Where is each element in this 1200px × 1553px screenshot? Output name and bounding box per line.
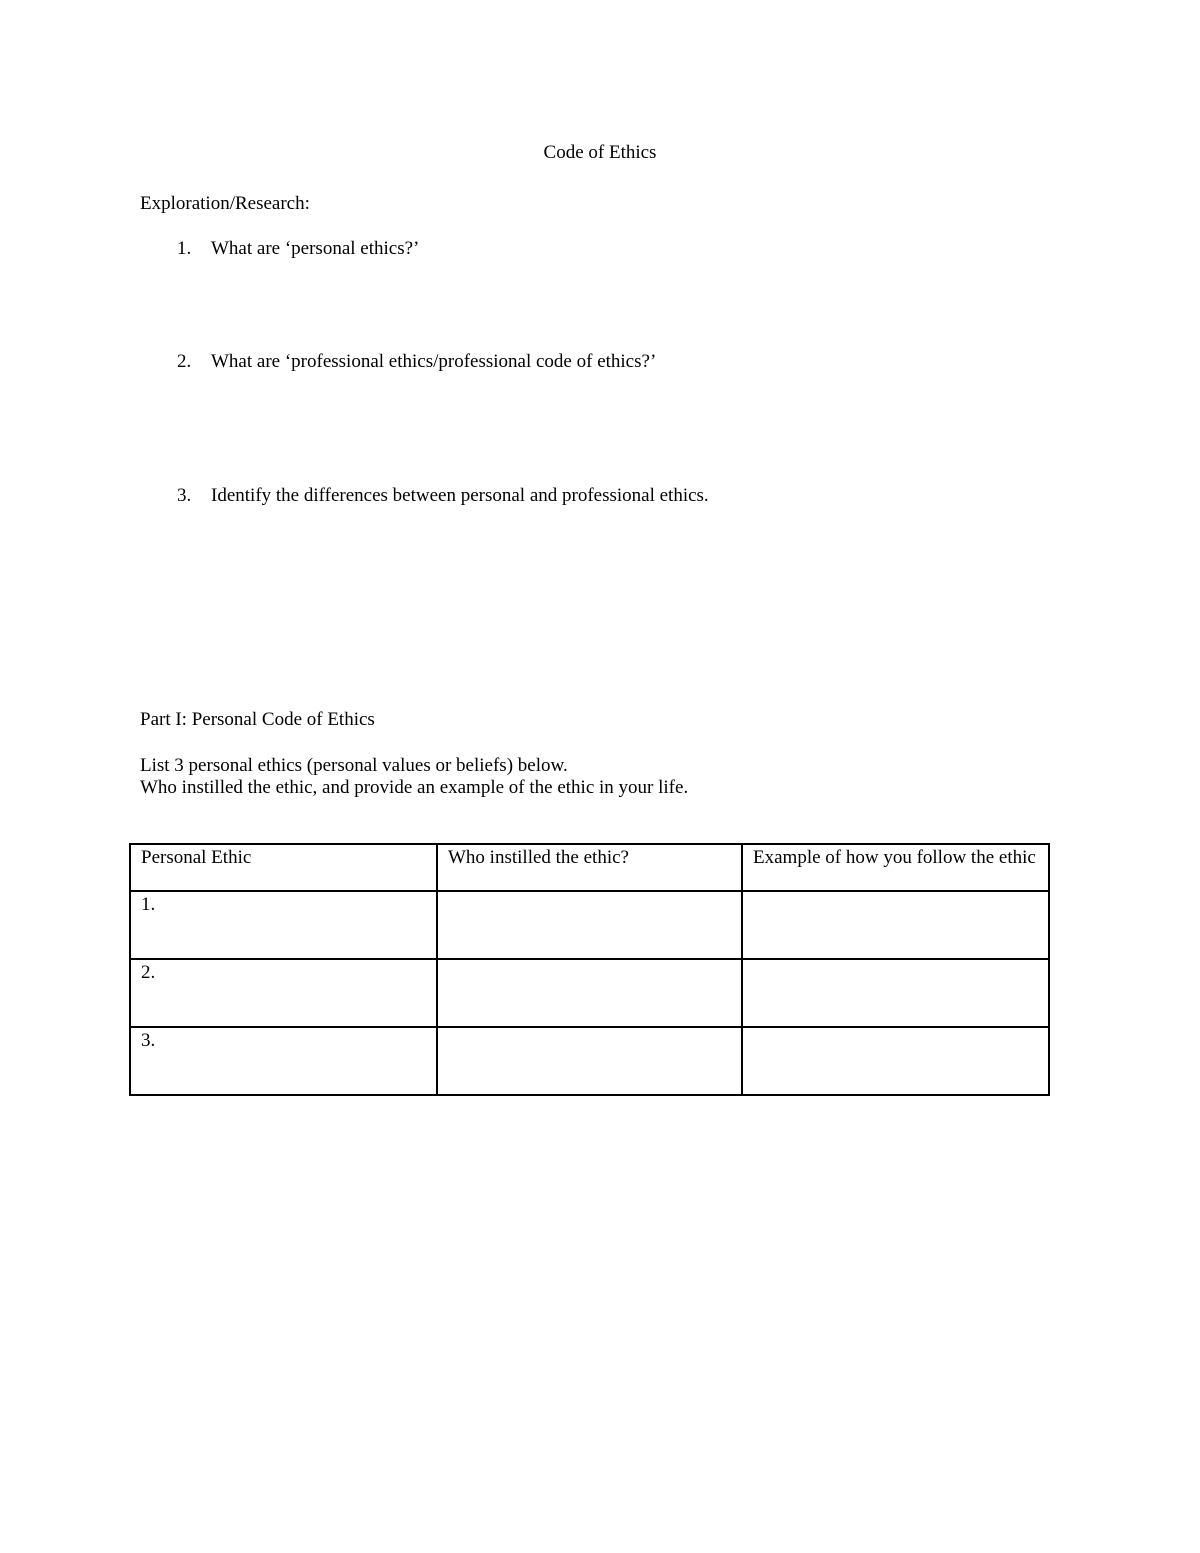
header-example: Example of how you follow the ethic bbox=[742, 844, 1049, 891]
question-text: Identify the differences between personal and professional ethics. bbox=[211, 485, 709, 506]
table-row bbox=[130, 1027, 1049, 1095]
question-number: 2. bbox=[177, 351, 192, 372]
table-cell[interactable] bbox=[437, 959, 742, 1027]
header-who-instilled: Who instilled the ethic? bbox=[437, 844, 742, 891]
table-cell[interactable] bbox=[437, 1027, 742, 1095]
instruction-line-1: List 3 personal ethics (personal values or beliefs) below. bbox=[140, 755, 568, 776]
question-1 bbox=[177, 238, 419, 260]
table-cell[interactable] bbox=[437, 891, 742, 959]
table-cell[interactable] bbox=[742, 959, 1049, 1027]
question-number: 1. bbox=[177, 238, 192, 259]
question-3 bbox=[177, 485, 709, 507]
table-cell[interactable]: 1. bbox=[130, 891, 437, 959]
table-cell[interactable]: 3. bbox=[130, 1027, 437, 1095]
question-text: What are ‘personal ethics?’ bbox=[211, 238, 420, 259]
table-header-row bbox=[130, 844, 1049, 891]
part1-heading: Part I: Personal Code of Ethics bbox=[140, 709, 375, 730]
table-cell[interactable]: 2. bbox=[130, 959, 437, 1027]
personal-ethics-table bbox=[129, 843, 1050, 1096]
table-cell[interactable] bbox=[742, 891, 1049, 959]
table-row bbox=[130, 959, 1049, 1027]
page-title: Code of Ethics bbox=[543, 142, 657, 163]
instruction-line-2: Who instilled the ethic, and provide an example of the ethic in your life. bbox=[140, 777, 689, 798]
header-personal-ethic: Personal Ethic bbox=[130, 844, 437, 891]
exploration-heading: Exploration/Research: bbox=[140, 193, 310, 214]
question-number: 3. bbox=[177, 485, 192, 506]
table-row bbox=[130, 891, 1049, 959]
question-text: What are ‘professional ethics/professional code of ethics?’ bbox=[211, 351, 657, 372]
table-cell[interactable] bbox=[742, 1027, 1049, 1095]
question-2 bbox=[177, 351, 656, 373]
